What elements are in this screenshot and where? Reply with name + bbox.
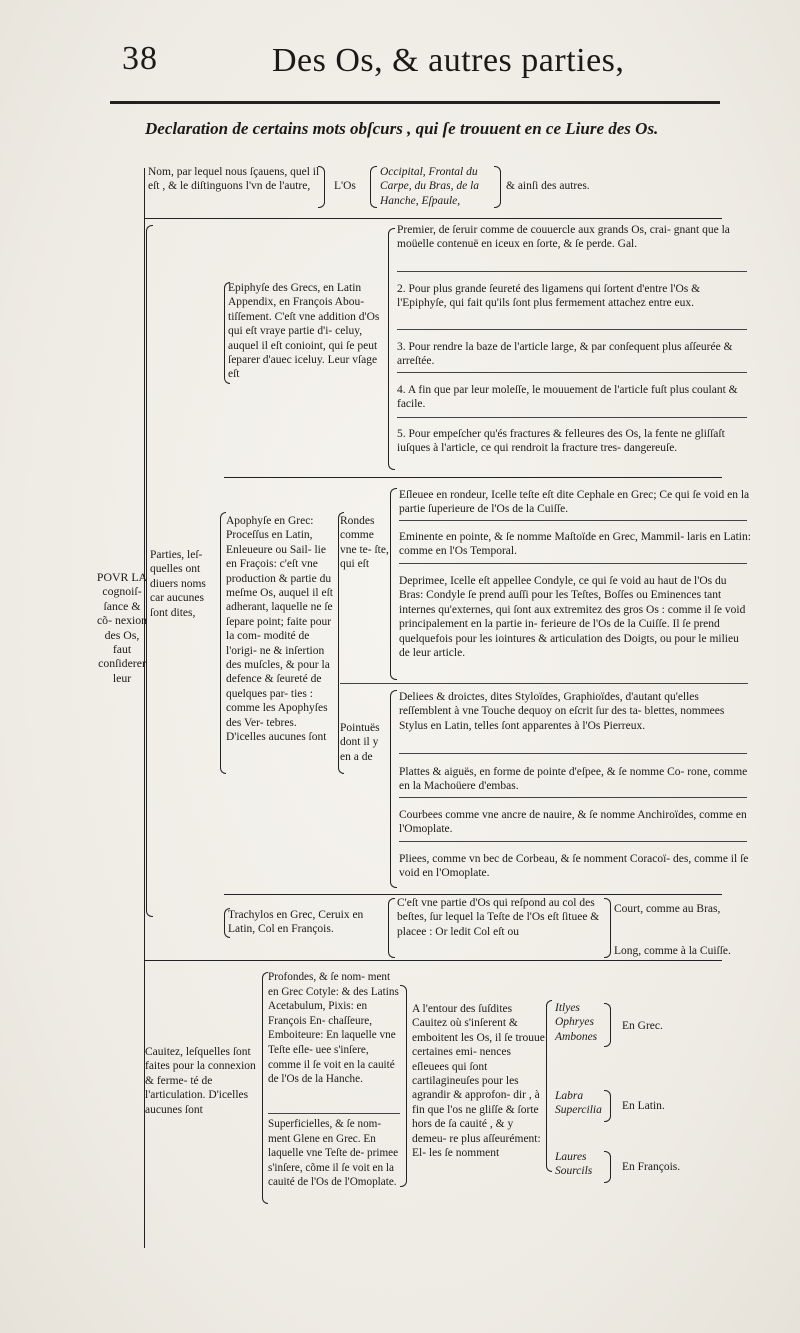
divider xyxy=(144,218,722,219)
root-label: POVR LA cognoiſ- ſance & cõ- nexion des Os, faut conſiderer leur xyxy=(96,570,148,685)
parties-label: Parties, leſ- quelles ont diuers noms car aucunes ſont dites, xyxy=(150,549,206,619)
use-item: 4. A fin que par leur moleſſe, le mouuement de l'article fuſt plus coulant & facile. xyxy=(397,384,738,411)
greek-label: En Grec. xyxy=(622,1020,663,1032)
latin-label: En Latin. xyxy=(622,1100,665,1112)
cauitez-middle: A l'entour des ſuſdites Cauitez où s'inſerent & emboitent les Os, il ſe trouue certaines emi- nences eſleuees qui ſont cartilagineuſes pour les agrandir & approfon- dir , à fin que l'os ne gliſſe & ſorte hors de ſa cauité , & y demeu- re plus aſſeurément: El- les ſe nomment xyxy=(412,1003,545,1160)
top-entry-middle: L'Os xyxy=(334,180,356,192)
cauitez-profondes: Profondes, & ſe nom- ment en Grec Cotyle: & des Latins Acetabulum, Pixis: en François En- chaſſeure, Emboiteure: En laquelle vne Teſte eſle- uee s'inſere, comme il ſe voit en la cauité de l'Os de la Hanche. xyxy=(268,971,399,1086)
pointues-brace xyxy=(390,690,397,888)
divider xyxy=(224,477,722,478)
divider xyxy=(397,417,747,418)
rondes-brace xyxy=(390,488,397,680)
section-title: Declaration de certains mots obſcurs , qui ſe trouuent en ce Liure des Os. xyxy=(145,119,659,138)
divider xyxy=(268,1113,400,1114)
divider xyxy=(144,960,722,961)
use-item: Premier, de ſeruir comme de couuercle aux grands Os, crai- gnant que la moüelle contenuë en iceux en ſorte, & ſe perde. Gal. xyxy=(397,224,730,251)
apophyse-definition: Apophyſe en Grec: Proceſſus en Latin, Enleueure ou Sail- lie en Fraçois: c'eſt vne production & partie du meſme Os, auquel il eſt adherant, laquelle ne ſe ſepare point; faite pour la com- modité de l'origi- ne & inſertion des muſcles, & pour la defence & ſeureté de quelques par- ties : comme les Apophyſes des Ver- tebres. D'icelles aucunes ſont xyxy=(226,515,333,744)
trachylos-court: Court, comme au Bras, xyxy=(614,903,721,915)
running-title: Des Os, & autres parties, xyxy=(272,42,625,79)
divider xyxy=(399,797,747,798)
pointue-item: Plattes & aiguës, en forme de pointe d'eſpee, & ſe nomme Co- rone, comme en la Machoüere d'embas. xyxy=(399,766,748,793)
header-rule xyxy=(110,101,720,104)
ronde-item: Deprimee, Icelle eſt appellee Condyle, ce qui ſe void au haut de l'Os du Bras: Condyle ſe prend auſſi pour les Teſtes, Boſſes ou Eminences tant internes qu'externes, qui ſont aux extremitez des gros Os : comme il ſe void principalement en la partie in- ferieure de l'Os de la Cuiſſe. Il ſe prend quelquefois pour les iointures & articulation des Doigts, ou pour le milieu de leur article. xyxy=(399,575,746,660)
use-item: 5. Pour empeſcher qu'és fractures & felleures des Os, la fente ne gliſſaſt iuſques à l'article, ce qui rendroit la fracture tres- dangereuſe. xyxy=(397,428,725,455)
top-entry-end: & ainſi des autres. xyxy=(506,180,590,192)
top-entry-left: Nom, par lequel nous ſçauens, quel il eſt , & le diſtinguons l'vn de l'autre, xyxy=(148,166,320,193)
uses-brace xyxy=(388,228,395,470)
brace xyxy=(370,166,377,208)
brace xyxy=(400,985,407,1187)
use-item: 3. Pour rendre la baze de l'article large, & par conſequent plus aſſeurée & arreſtée. xyxy=(397,341,733,368)
pointues-label: Pointuës dont il y en a de xyxy=(340,722,380,763)
greek-terms: Itlyes Ophryes Ambones xyxy=(555,1002,598,1043)
divider xyxy=(224,894,722,895)
french-terms: Laures Sourcils xyxy=(555,1151,593,1178)
trachylos-long: Long, comme à la Cuiſſe. xyxy=(614,945,731,957)
brace xyxy=(546,1000,552,1172)
latin-terms: Labra Supercilia xyxy=(555,1090,602,1117)
use-item: 2. Pour plus grande ſeureté des ligamens qui ſortent d'entre l'Os & l'Epiphyſe, qui fait qu'ils ſont plus fermement attachez entre eux. xyxy=(397,283,701,310)
top-entry-right: Occipital, Frontal du Carpe, du Bras, de la Hanche, Eſpaule, xyxy=(380,166,480,207)
brace xyxy=(494,166,501,208)
rondes-label: Rondes comme vne te- ſte, qui eſt xyxy=(340,515,389,571)
divider xyxy=(397,372,747,373)
epiphyse-definition: Epiphyſe des Grecs, en Latin Appendix, en François Abou- tiſſement. C'eſt vne addition d'Os qui eſt vraye partie d'i- celuy, auquel il eſt conioint, qui ſe peut ſeparer d'auec iceluy. Leur vſage eſt xyxy=(228,282,380,381)
page-number: 38 xyxy=(122,40,158,77)
pointue-item: Courbees comme vne ancre de nauire, & ſe nomme Anchiroïdes, comme en l'Omoplate. xyxy=(399,809,747,836)
divider xyxy=(397,329,747,330)
divider xyxy=(340,683,748,684)
ronde-item: Eſleuee en rondeur, Icelle teſte eſt dite Cephale en Grec; Ce qui ſe void en la partie ſuperieure de l'Os de la Cuiſſe. xyxy=(399,489,750,516)
trachylos-middle: C'eſt vne partie d'Os qui reſpond au col des beſtes, ſur lequel la Teſte de l'Os eſt ſituee & placee : Or ledit Col eſt ou xyxy=(397,897,600,938)
divider xyxy=(397,271,747,272)
brace xyxy=(318,166,325,208)
cauitez-superficielles: Superficielles, & ſe nom- ment Glene en Grec. En laquelle vne Teſte de- primee s'inſere, cõme il ſe voit en la cauité de l'Os de l'Omoplate. xyxy=(268,1118,399,1189)
pointue-item: Deliees & droictes, dites Styloïdes, Graphioïdes, d'autant qu'elles reſſemblent à vne Touche dequoy on eſcrit ſur des ta- blettes, nommees Stylus en Latin, telles ſont apparentes à l'Os Pierreux. xyxy=(399,691,725,732)
divider xyxy=(399,753,747,754)
french-label: En François. xyxy=(622,1161,681,1173)
divider xyxy=(399,563,747,564)
divider xyxy=(399,520,747,521)
cauitez-label: Cauitez, leſquelles ſont faites pour la connexion & ferme- té de l'articulation. D'icelles aucunes ſont xyxy=(145,1046,256,1116)
divider xyxy=(399,841,747,842)
brace xyxy=(604,1090,611,1122)
ronde-item: Eminente en pointe, & ſe nomme Maſtoïde en Grec, Mammil- laris en Latin: comme en l'Os Temporal. xyxy=(399,531,751,558)
brace xyxy=(604,898,611,958)
brace xyxy=(604,1003,611,1047)
brace xyxy=(604,1151,611,1183)
brace xyxy=(388,898,395,958)
pointue-item: Pliees, comme vn bec de Corbeau, & ſe nomment Coracoï- des, comme il ſe void en l'Omoplate. xyxy=(399,853,749,880)
trachylos-left: Trachylos en Grec, Ceruix en Latin, Col en François. xyxy=(228,909,364,936)
